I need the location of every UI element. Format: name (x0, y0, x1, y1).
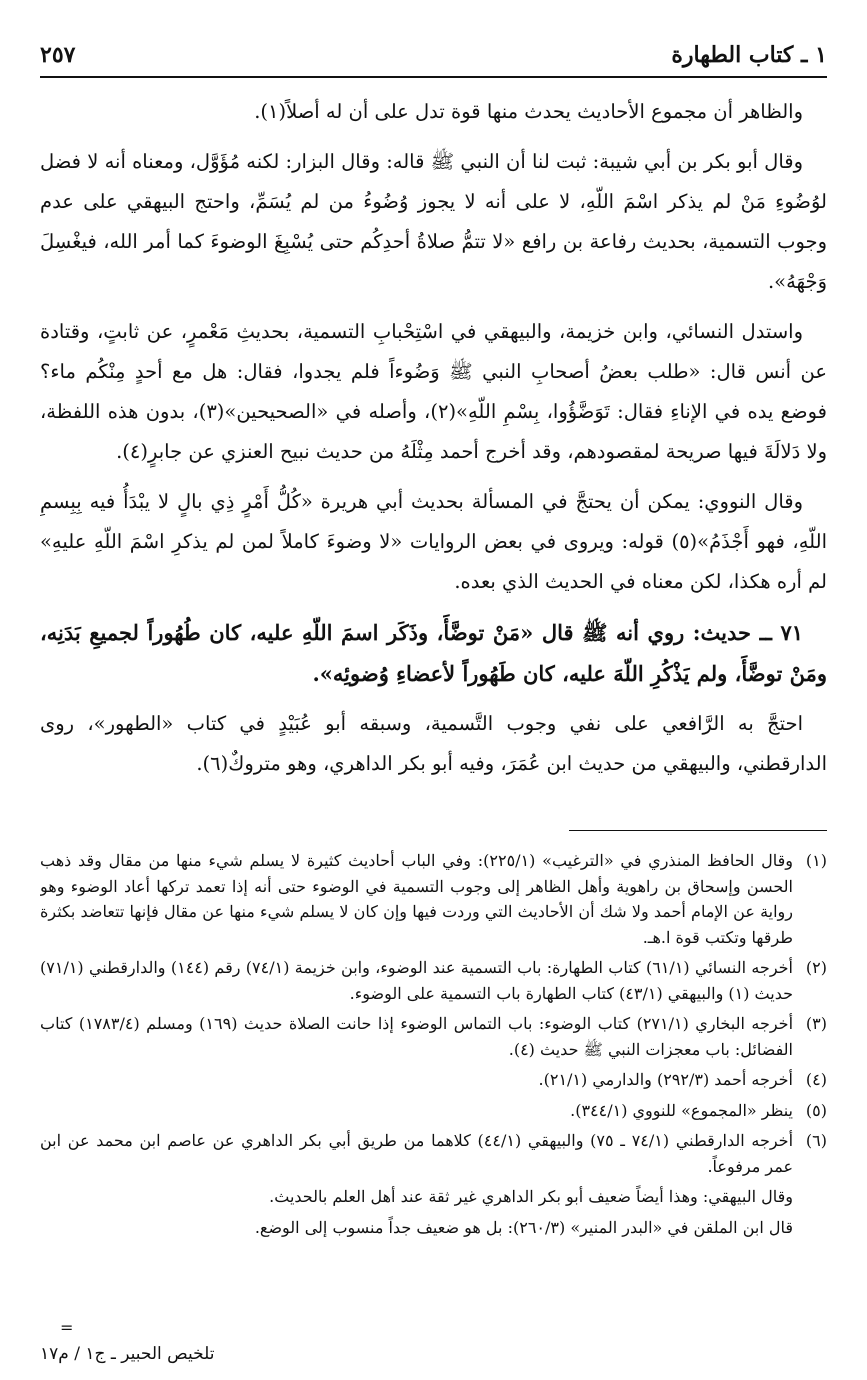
paragraph: والظاهر أن مجموع الأحاديث يحدث منها قوة تدل على أن له أصلاً(١). (254, 100, 803, 123)
continuation-mark: = (60, 1318, 74, 1337)
footnote-separator (569, 830, 827, 831)
paragraph: وقال أبو بكر بن أبي شيبة: ثبت لنا أن النبي ﷺ قاله: وقال البزار: لكنه مُؤَوَّل، ومعناه أنه لا فضل لوُضُوءِ مَنْ لم يذكر اسْمَ اللّهِ، لا على أنه لا يجوز وُضُوءُ من لم يُسَمِّ، واحتج البيهقي على عدم وجوب التسمية، بحديث رفاعة بن رافع «لا تتمُّ صلاةُ أحدِكُم حتى يُسْبِغَ الوضوءَ كما أمر الله، فيغْسِلَ وَجْهَهُ». (40, 150, 827, 293)
signature-line: تلخيص الحبير ـ ج١ / م١٧ (40, 1344, 215, 1364)
page-header (40, 40, 827, 78)
footnotes (40, 848, 827, 1310)
footnote-text: أخرجه النسائي (٦١/١) كتاب الطهارة: باب التسمية عند الوضوء، وابن خزيمة (٧٤/١) رقم (١٤٤) والدارقطني (٧١/١) حديث (١) والبيهقي (٤٣/١) كتاب الطهارة باب التسمية على الوضوء. (40, 958, 793, 1003)
paragraph: واستدل النسائي، وابن خزيمة، والبيهقي في اسْتِحْبابِ التسمية، بحديثِ مَعْمرٍ، عن ثابتٍ، وقتادة عن أنس قال: «طلب بعضُ أصحابِ النبي ﷺ وَضُوءاً فلم يجدوا، فقال: هل مع أحدٍ مِنْكُم ماء؟ فوضع يده في الإناءِ فقال: تَوَضَّؤُوا، بِسْمِ اللّهِ»(٢)، وأصله في «الصحيحين»(٣)، بدون هذه اللفظة، ولا دَلالَةَ فيها صريحة لمقصودهم، وقد أخرج أحمد مِثْلَهُ من حديث نبيح العنزي عن جابرٍ(٤). (40, 320, 827, 463)
footnote-number: (١) (805, 851, 827, 870)
footnote-text: أخرجه الدارقطني (٧٤/١ ـ ٧٥) والبيهقي (٤٤/١) كلاهما من طريق أبي بكر الداهري عن عاصم ابن محمد عن ابن عمر مرفوعاً. (40, 1131, 794, 1176)
paragraph: احتجَّ به الرَّافعي على نفي وجوب التَّسمية، وسبقه أبو عُبَيْدٍ في كتاب «الطهور»، روى الدارقطني، والبيهقي من حديث ابن عُمَرَ، وفيه أبو بكر الداهري، وهو متروكٌ(٦). (40, 712, 827, 775)
main-text (40, 92, 827, 820)
footnote-text: وقال الحافظ المنذري في «الترغيب» (٢٢٥/١): وفي الباب أحاديث كثيرة لا يسلم شيء منها من مقال وقد ذهب الحسن وإسحاق بن راهوية وأهل الظاهر إلى وجوب التسمية في الوضوء حتى أنه إذا تعمد تركها أعاد الوضوء وهو رواية عن الإمام أحمد ولا شك أن الأحاديث التي وردت فيها وإن كان لا يسلم شيء منها عن مقال فإنها تتعاضد بكثرة طرقها وتكتب قوة ا.هـ. (40, 851, 794, 947)
footnote (40, 1067, 827, 1093)
footnote (40, 848, 827, 950)
page-number: ٢٥٧ (40, 42, 76, 68)
footnote (40, 1011, 827, 1062)
hadith-heading: ٧١ ــ حديث: روي أنه ﷺ قال «مَنْ توضَّأَ، وذَكَر اسمَ اللّهِ عليه، كان طُهُوراً لجميعِ بَدَنِه، ومَنْ توضَّأَ، ولم يَذْكُرِ اللّهَ عليه، كان طَهُوراً لأعضاءِ وُضوئِه». (40, 620, 827, 686)
footnote-text: أخرجه أحمد (٢٩٢/٣) والدارمي (٢١/١). (538, 1070, 793, 1089)
footnote-text: ينظر «المجموع» للنووي (٣٤٤/١). (570, 1100, 793, 1120)
footnote-number: (٤) (805, 1070, 827, 1089)
footnote-continuation: قال ابن الملقن في «البدر المنير» (٢٦٠/٣): بل هو ضعيف جداً منسوب إلى الوضع. (254, 1217, 793, 1237)
footnote-text: أخرجه البخاري (٢٧١/١) كتاب الوضوء: باب التماس الوضوء إذا حانت الصلاة حديث (١٦٩) ومسلم (١٧٨٣/٤) كتاب الفضائل: باب معجزات النبي ﷺ حديث (٤). (40, 1014, 794, 1059)
paragraph: وقال النووي: يمكن أن يحتجَّ في المسألة بحديث أبي هريرة «كُلُّ أَمْرٍ ذِي بالٍ لا يبْدَأُ فيه بِبِسمِ اللّهِ، فهو أَجْذَمُ»(٥) قوله: ويروى في بعض الروايات «لا وضوءَ كاملاً لمن لم يذكرِ اسْمَ اللّهِ عليهِ» لم أره هكذا، لكن معناه في الحديث الذي بعده. (40, 490, 827, 593)
footnote-number: (٣) (805, 1014, 827, 1033)
footnote (40, 1128, 827, 1179)
footnote-number: (٢) (805, 958, 827, 977)
footnote (40, 1098, 827, 1124)
footnote-number: (٦) (805, 1131, 827, 1150)
footnote-number: (٥) (805, 1100, 827, 1120)
chapter-title: ١ ـ كتاب الطهارة (671, 42, 827, 68)
footnote-continuation: وقال البيهقي: وهذا أيضاً ضعيف أبو بكر الداهري غير ثقة عند أهل العلم بالحديث. (269, 1187, 793, 1206)
footnote (40, 955, 827, 1006)
